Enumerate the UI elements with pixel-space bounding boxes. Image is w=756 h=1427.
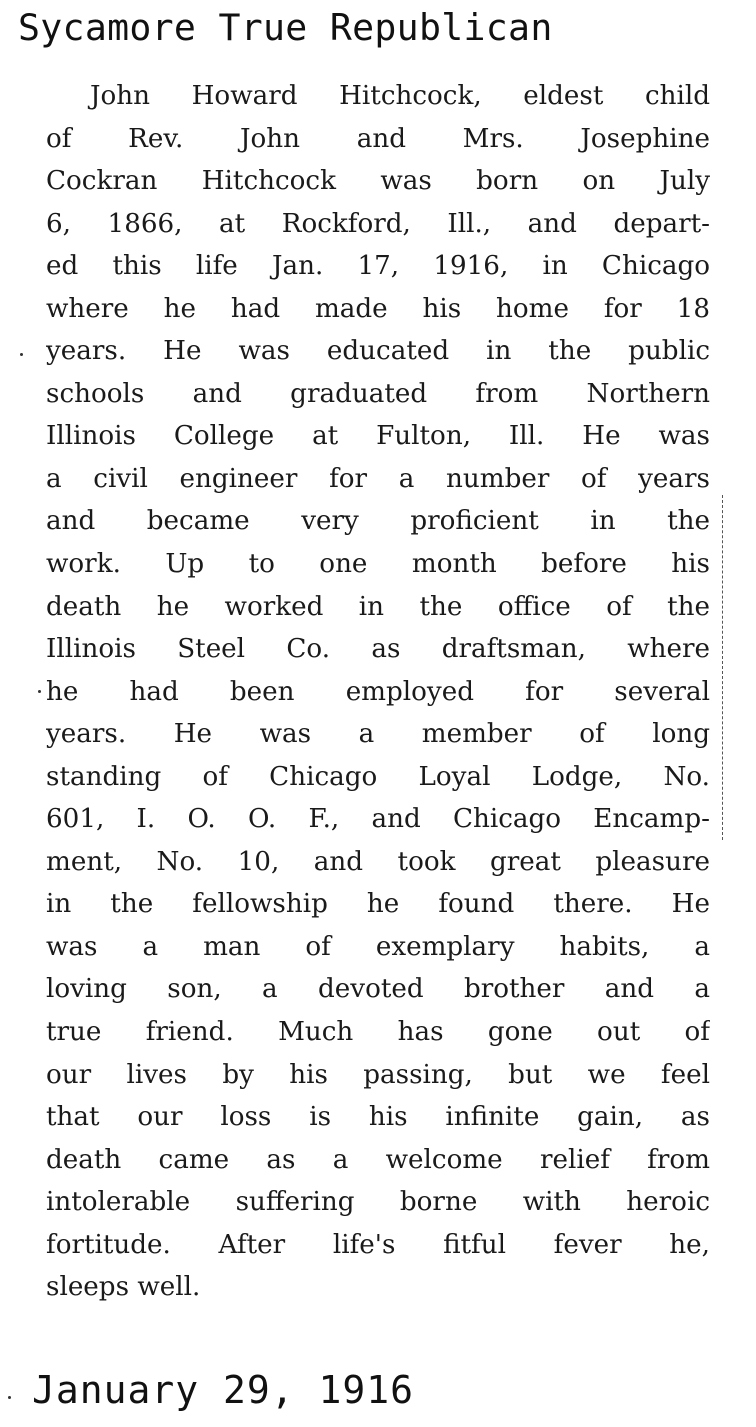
obituary-article	[46, 75, 710, 1309]
article-line: Illinois College at Fulton, Ill. He was	[46, 421, 710, 452]
newspaper-masthead: Sycamore True Republican	[18, 6, 553, 49]
article-line: death came as a welcome relief from	[46, 1144, 710, 1175]
article-line: schools and graduated from Northern	[46, 378, 710, 409]
article-line: John Howard Hitchcock, eldest child	[90, 81, 710, 111]
article-line: where he had made his home for 18	[46, 293, 710, 324]
article-line: years. He was a member of long	[46, 719, 710, 750]
scan-speck	[8, 1396, 11, 1399]
column-edge-rule	[722, 495, 723, 840]
article-line: he had been employed for several	[46, 676, 710, 707]
article-line: of Rev. John and Mrs. Josephine	[46, 123, 710, 154]
article-line: work. Up to one month before his	[46, 549, 710, 580]
article-line: years. He was educated in the public	[46, 336, 710, 367]
article-line: and became very proficient in the	[46, 506, 710, 537]
article-line: in the fellowship he found there. He	[46, 889, 710, 920]
article-line: Cockran Hitchcock was born on July	[46, 166, 710, 197]
article-line: sleeps well.	[46, 1272, 201, 1303]
scan-speck	[20, 353, 23, 356]
article-line: standing of Chicago Loyal Lodge, No.	[46, 761, 710, 792]
article-line: 6, 1866, at Rockford, Ill., and depart-	[46, 208, 710, 239]
article-line: was a man of exemplary habits, a	[46, 931, 710, 962]
article-line: that our loss is his infinite gain, as	[46, 1102, 710, 1133]
scan-speck	[38, 690, 41, 693]
article-line: our lives by his passing, but we feel	[46, 1059, 710, 1090]
article-line: fortitude. After life's fitful fever he,	[46, 1229, 710, 1260]
article-line: intolerable suffering borne with heroic	[46, 1187, 710, 1218]
article-line: a civil engineer for a number of years	[46, 463, 710, 494]
article-line: ment, No. 10, and took great pleasure	[46, 846, 710, 877]
article-line: true friend. Much has gone out of	[46, 1017, 710, 1048]
article-line: loving son, a devoted brother and a	[46, 974, 710, 1005]
article-line: 601, I. O. O. F., and Chicago Encamp-	[46, 804, 710, 835]
publication-date: January 29, 1916	[32, 1368, 415, 1412]
article-line: Illinois Steel Co. as draftsman, where	[46, 634, 710, 665]
article-line: ed this life Jan. 17, 1916, in Chicago	[46, 251, 710, 282]
article-line: death he worked in the office of the	[46, 591, 710, 622]
